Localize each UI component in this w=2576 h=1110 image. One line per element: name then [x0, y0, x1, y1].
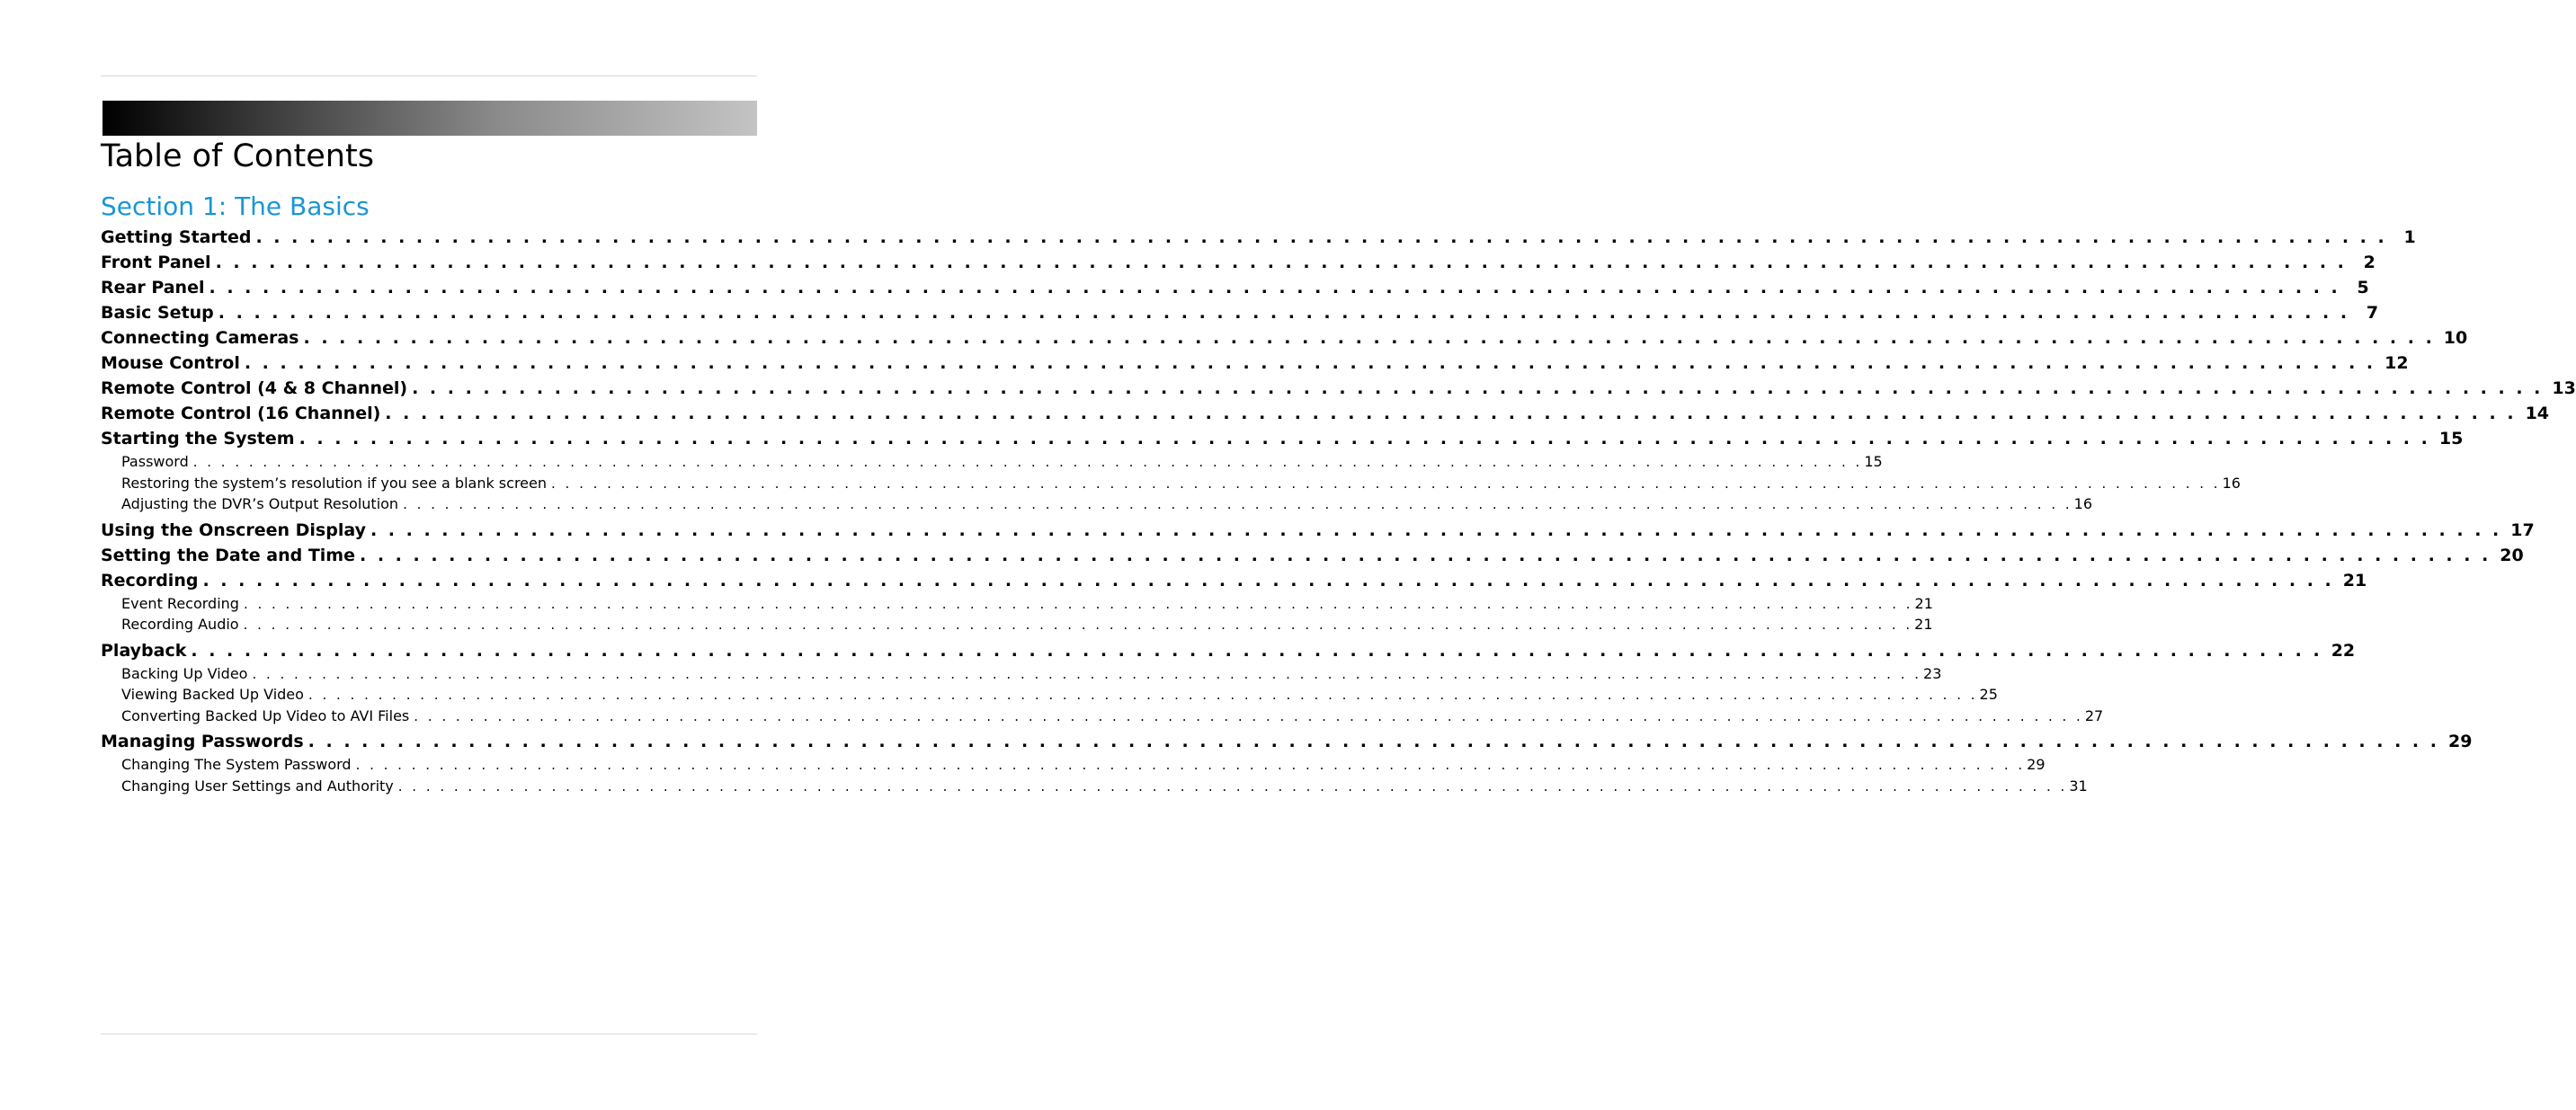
- toc-entry[interactable]: [101, 754, 2046, 776]
- footer-rule: [101, 1034, 757, 1035]
- toc-entry-page-number: 31: [2069, 777, 2088, 795]
- toc-entry[interactable]: [101, 426, 2464, 451]
- dot-leader: . . . . . . . . . . . . . . . . . . . . . . . . . . . . . . . . . . . . . . . . . . . . . . . . . . . . . . . . . . . . . . . . . . . . . . . . . . . . . . . . . . . . . . . . . . . . . . . . . . . . . . . . . . . . . . . . . . . . . . . .: [202, 570, 2334, 591]
- dot-leader: . . . . . . . . . . . . . . . . . . . . . . . . . . . . . . . . . . . . . . . . . . . . . . . . . . . . . . . . . . . . . . . . . . . . . . . . . . . . . . . . . . . . . . . . . . . . . . . . . . . . . . . . . . . . . . . . . . . . . . . .: [215, 253, 2347, 272]
- dot-leader: . . . . . . . . . . . . . . . . . . . . . . . . . . . . . . . . . . . . . . . . . . . . . . . . . . . . . . . . . . . . . . . . . . . . . . . . . . . . . . . . . . . . . . . . . . . . . . . . . . . . . . . . . . . . . . . . . . . . . . . .: [303, 328, 2435, 348]
- toc-entry[interactable]: [101, 473, 2241, 494]
- dot-leader: . . . . . . . . . . . . . . . . . . . . . . . . . . . . . . . . . . . . . . . . . . . . . . . . . . . . . . . . . . . . . . . . . . . . . . . . . . . . . . . . . . . . . . . . . . . . . . . . . . . . . . . . . . . . . . . . . . . . . . . .: [192, 454, 1863, 470]
- toc-entry[interactable]: [101, 568, 2367, 593]
- header-rule: [101, 75, 757, 76]
- toc-entry-label: Remote Control (16 Channel): [101, 404, 381, 423]
- toc-entry-page-number: 13: [2552, 378, 2576, 398]
- dot-leader: . . . . . . . . . . . . . . . . . . . . . . . . . . . . . . . . . . . . . . . . . . . . . . . . . . . . . . . . . . . . . . . . . . . . . . . . . . . . . . . . . . . . . . . . . . . . . . . . . . . . . . . . . . . . . . . . . . . . . . . .: [412, 378, 2544, 398]
- toc-entry-label: Getting Started: [101, 227, 252, 247]
- dot-leader: . . . . . . . . . . . . . . . . . . . . . . . . . . . . . . . . . . . . . . . . . . . . . . . . . . . . . . . . . . . . . . . . . . . . . . . . . . . . . . . . . . . . . . . . . . . . . . . . . . . . . . . . . . . . . . . . . . . . . . . .: [299, 429, 2430, 448]
- toc-entry[interactable]: [101, 325, 2468, 351]
- toc-entry[interactable]: [101, 776, 2088, 797]
- toc-entry-page-number: 29: [2447, 732, 2473, 751]
- dot-leader: . . . . . . . . . . . . . . . . . . . . . . . . . . . . . . . . . . . . . . . . . . . . . . . . . . . . . . . . . . . . . . . . . . . . . . . . . . . . . . . . . . . . . . . . . . . . . . . . . . . . . . . . . . . . . . . . . . . . . . . .: [414, 707, 2083, 724]
- toc-entry-label: Changing User Settings and Authority: [121, 777, 394, 795]
- toc-entry-page-number: 15: [2438, 429, 2464, 448]
- dot-leader: . . . . . . . . . . . . . . . . . . . . . . . . . . . . . . . . . . . . . . . . . . . . . . . . . . . . . . . . . . . . . . . . . . . . . . . . . . . . . . . . . . . . . . . . . . . . . . . . . . . . . . . . . . . . . . . . . . . . . . . .: [218, 303, 2350, 323]
- toc-entry-page-number: 21: [1914, 616, 1933, 633]
- toc-entry-page-number: 21: [1914, 594, 1933, 612]
- toc-entry-label: Basic Setup: [101, 303, 214, 323]
- toc-entry-label: Using the Onscreen Display: [101, 519, 366, 540]
- toc-entry[interactable]: [101, 376, 2576, 401]
- toc-entry-page-number: 14: [2525, 404, 2550, 423]
- dot-leader: . . . . . . . . . . . . . . . . . . . . . . . . . . . . . . . . . . . . . . . . . . . . . . . . . . . . . . . . . . . . . . . . . . . . . . . . . . . . . . . . . . . . . . . . . . . . . . . . . . . . . . . . . . . . . . . . . . . . . . . .: [355, 757, 2026, 773]
- section-heading: Section 1: The Basics: [101, 191, 370, 221]
- dot-leader: . . . . . . . . . . . . . . . . . . . . . . . . . . . . . . . . . . . . . . . . . . . . . . . . . . . . . . . . . . . . . . . . . . . . . . . . . . . . . . . . . . . . . . . . . . . . . . . . . . . . . . . . . . . . . . . . . . . . . . . .: [209, 278, 2340, 297]
- toc-entry-label: Remote Control (4 & 8 Channel): [101, 378, 408, 398]
- dot-leader: . . . . . . . . . . . . . . . . . . . . . . . . . . . . . . . . . . . . . . . . . . . . . . . . . . . . . . . . . . . . . . . . . . . . . . . . . . . . . . . . . . . . . . . . . . . . . . . . . . . . . . . . . . . . . . . . . . . . . . . .: [252, 665, 1922, 682]
- toc-entry-label: Managing Passwords: [101, 732, 304, 751]
- toc-entry[interactable]: [101, 614, 1933, 635]
- dot-leader: . . . . . . . . . . . . . . . . . . . . . . . . . . . . . . . . . . . . . . . . . . . . . . . . . . . . . . . . . . . . . . . . . . . . . . . . . . . . . . . . . . . . . . . . . . . . . . . . . . . . . . . . . . . . . . . . . . . . . . . .: [360, 545, 2491, 565]
- toc-entry-page-number: 12: [2384, 353, 2409, 373]
- dot-leader: . . . . . . . . . . . . . . . . . . . . . . . . . . . . . . . . . . . . . . . . . . . . . . . . . . . . . . . . . . . . . . . . . . . . . . . . . . . . . . . . . . . . . . . . . . . . . . . . . . . . . . . . . . . . . . . . . . . . . . . .: [385, 404, 2517, 423]
- toc-entry[interactable]: [101, 543, 2524, 568]
- toc-entry-page-number: 17: [2510, 519, 2535, 540]
- dot-leader: . . . . . . . . . . . . . . . . . . . . . . . . . . . . . . . . . . . . . . . . . . . . . . . . . . . . . . . . . . . . . . . . . . . . . . . . . . . . . . . . . . . . . . . . . . . . . . . . . . . . . . . . . . . . . . . . . . . . . . . .: [370, 519, 2502, 540]
- dot-leader: . . . . . . . . . . . . . . . . . . . . . . . . . . . . . . . . . . . . . . . . . . . . . . . . . . . . . . . . . . . . . . . . . . . . . . . . . . . . . . . . . . . . . . . . . . . . . . . . . . . . . . . . . . . . . . . . . . . . . . . .: [551, 475, 2221, 492]
- toc-entry-page-number: 27: [2084, 706, 2104, 724]
- toc-entry-page-number: 29: [2027, 756, 2046, 773]
- toc-entry-page-number: 25: [1979, 686, 1998, 703]
- dot-leader: . . . . . . . . . . . . . . . . . . . . . . . . . . . . . . . . . . . . . . . . . . . . . . . . . . . . . . . . . . . . . . . . . . . . . . . . . . . . . . . . . . . . . . . . . . . . . . . . . . . . . . . . . . . . . . . . . . . . . . . .: [244, 353, 2376, 373]
- toc-entry-page-number: 21: [2342, 570, 2367, 591]
- toc-entry-label: Viewing Backed Up Video: [121, 686, 304, 703]
- toc-entry[interactable]: [101, 684, 1998, 706]
- toc-entry-label: Setting the Date and Time: [101, 545, 355, 565]
- toc-entry[interactable]: [101, 638, 2356, 663]
- table-of-contents: [101, 225, 2576, 796]
- toc-entry-page-number: 16: [2222, 474, 2241, 492]
- toc-entry[interactable]: [101, 593, 1933, 615]
- toc-entry-label: Starting the System: [101, 429, 295, 448]
- toc-entry-page-number: 2: [2363, 253, 2375, 272]
- toc-entry-label: Password: [121, 453, 189, 470]
- toc-entry[interactable]: [101, 729, 2473, 754]
- dot-leader: . . . . . . . . . . . . . . . . . . . . . . . . . . . . . . . . . . . . . . . . . . . . . . . . . . . . . . . . . . . . . . . . . . . . . . . . . . . . . . . . . . . . . . . . . . . . . . . . . . . . . . . . . . . . . . . . . . . . . . . .: [308, 732, 2439, 751]
- toc-entry-page-number: 7: [2366, 303, 2379, 323]
- dot-leader: . . . . . . . . . . . . . . . . . . . . . . . . . . . . . . . . . . . . . . . . . . . . . . . . . . . . . . . . . . . . . . . . . . . . . . . . . . . . . . . . . . . . . . . . . . . . . . . . . . . . . . . . . . . . . . . . . . . . . . . .: [191, 640, 2322, 661]
- toc-entry-page-number: 23: [1923, 664, 1942, 682]
- toc-entry-page-number: 5: [2357, 278, 2369, 297]
- toc-entry[interactable]: [101, 706, 2104, 727]
- dot-leader: . . . . . . . . . . . . . . . . . . . . . . . . . . . . . . . . . . . . . . . . . . . . . . . . . . . . . . . . . . . . . . . . . . . . . . . . . . . . . . . . . . . . . . . . . . . . . . . . . . . . . . . . . . . . . . . . . . . . . . . .: [397, 777, 2068, 795]
- toc-entry-page-number: 16: [2073, 495, 2092, 512]
- toc-entry-page-number: 15: [1864, 453, 1883, 470]
- toc-entry-label: Front Panel: [101, 253, 211, 272]
- toc-entry-page-number: 1: [2403, 227, 2416, 247]
- toc-entry-label: Converting Backed Up Video to AVI Files: [121, 706, 410, 724]
- dot-leader: . . . . . . . . . . . . . . . . . . . . . . . . . . . . . . . . . . . . . . . . . . . . . . . . . . . . . . . . . . . . . . . . . . . . . . . . . . . . . . . . . . . . . . . . . . . . . . . . . . . . . . . . . . . . . . . . . . . . . . . .: [243, 595, 1913, 612]
- toc-entry-label: Recording Audio: [121, 616, 239, 633]
- toc-entry[interactable]: [101, 300, 2379, 325]
- dot-leader: . . . . . . . . . . . . . . . . . . . . . . . . . . . . . . . . . . . . . . . . . . . . . . . . . . . . . . . . . . . . . . . . . . . . . . . . . . . . . . . . . . . . . . . . . . . . . . . . . . . . . . . . . . . . . . . . . . . . . . . .: [308, 687, 1978, 703]
- dot-leader: . . . . . . . . . . . . . . . . . . . . . . . . . . . . . . . . . . . . . . . . . . . . . . . . . . . . . . . . . . . . . . . . . . . . . . . . . . . . . . . . . . . . . . . . . . . . . . . . . . . . . . . . . . . . . . . . . . . . . . . .: [243, 617, 1913, 633]
- toc-entry-label: Recording: [101, 570, 199, 591]
- toc-entry-page-number: 22: [2331, 640, 2356, 661]
- toc-entry-label: Adjusting the DVR’s Output Resolution: [121, 495, 399, 512]
- toc-entry[interactable]: [101, 451, 1883, 473]
- dot-leader: . . . . . . . . . . . . . . . . . . . . . . . . . . . . . . . . . . . . . . . . . . . . . . . . . . . . . . . . . . . . . . . . . . . . . . . . . . . . . . . . . . . . . . . . . . . . . . . . . . . . . . . . . . . . . . . . . . . . . . . .: [403, 496, 2072, 512]
- toc-entry[interactable]: [101, 351, 2409, 376]
- toc-entry-label: Event Recording: [121, 594, 239, 612]
- toc-entry[interactable]: [101, 663, 1942, 685]
- toc-entry-label: Mouse Control: [101, 353, 240, 373]
- toc-entry[interactable]: [101, 493, 2092, 515]
- gradient-banner: [103, 101, 757, 136]
- toc-entry-page-number: 10: [2443, 328, 2468, 348]
- toc-entry-label: Changing The System Password: [121, 756, 352, 773]
- toc-entry[interactable]: [101, 275, 2369, 300]
- toc-entry-label: Backing Up Video: [121, 664, 248, 682]
- toc-entry-label: Rear Panel: [101, 278, 205, 297]
- toc-entry-label: Playback: [101, 640, 187, 661]
- page-title: Table of Contents: [101, 138, 374, 174]
- toc-entry-label: Restoring the system’s resolution if you see a blank screen: [121, 474, 547, 492]
- toc-entry-page-number: 20: [2500, 545, 2524, 565]
- toc-entry-label: Connecting Cameras: [101, 328, 299, 348]
- toc-entry[interactable]: [101, 518, 2535, 543]
- dot-leader: . . . . . . . . . . . . . . . . . . . . . . . . . . . . . . . . . . . . . . . . . . . . . . . . . . . . . . . . . . . . . . . . . . . . . . . . . . . . . . . . . . . . . . . . . . . . . . . . . . . . . . . . . . . . . . . . . . . . . . . .: [255, 227, 2387, 247]
- toc-entry[interactable]: [101, 225, 2416, 250]
- toc-entry[interactable]: [101, 401, 2550, 426]
- toc-entry[interactable]: [101, 250, 2375, 275]
